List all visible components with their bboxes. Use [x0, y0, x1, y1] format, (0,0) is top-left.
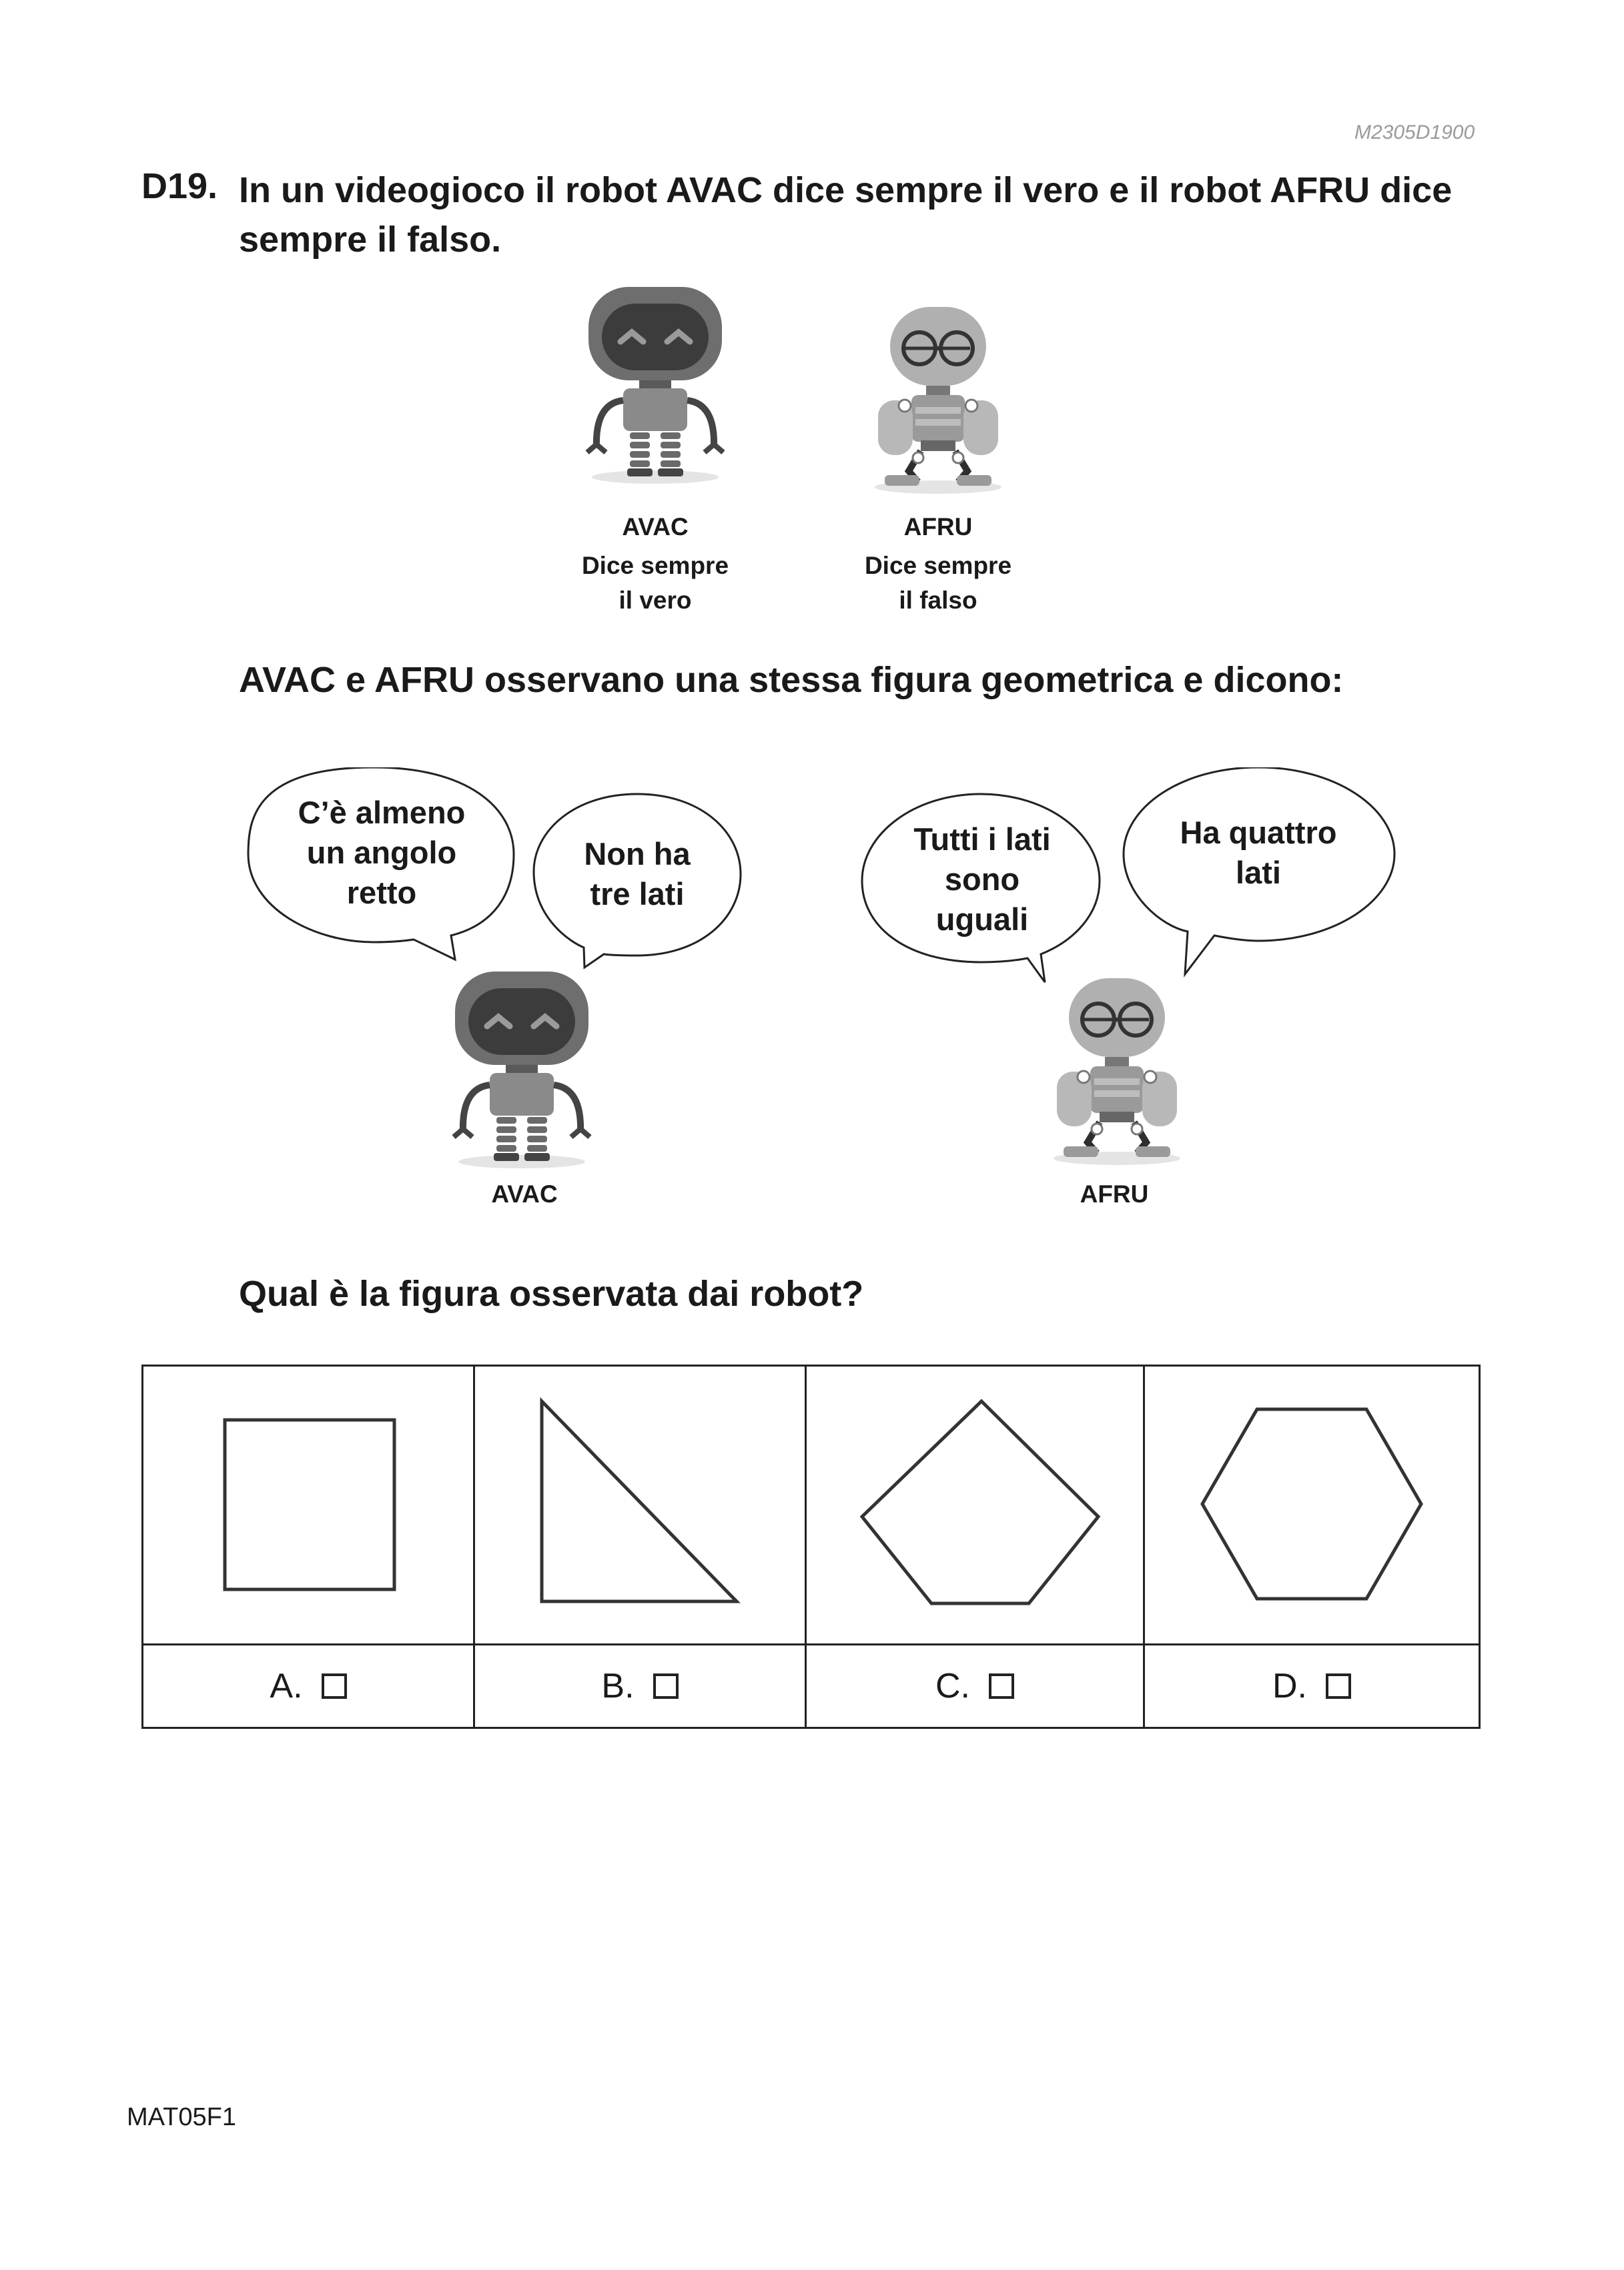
- avac-desc-line-2: il vero: [619, 587, 692, 614]
- option-d-letter: D.: [1272, 1667, 1307, 1706]
- footer-code: MAT05F1: [127, 2103, 237, 2131]
- afru-desc-line-2: il falso: [899, 587, 977, 614]
- option-a-shape-cell: [143, 1366, 474, 1645]
- avac-bubble-2-line-1: Non ha: [584, 836, 691, 871]
- afru-bubble-2-line-2: lati: [1236, 855, 1281, 890]
- question-text-line-2: sempre il falso.: [239, 220, 502, 260]
- avac-bubble-1-text: [262, 793, 502, 913]
- question-text-line-1: In un videogioco il robot AVAC dice sempre il vero e il robot AFRU dice: [239, 170, 1453, 210]
- afru-robot-speaking: [1044, 978, 1190, 1165]
- option-c-checkbox[interactable]: [989, 1673, 1014, 1699]
- avac-robot-speaking: [448, 972, 595, 1172]
- option-c-shape-cell: [806, 1366, 1144, 1645]
- afru-desc-line-1: Dice sempre: [864, 552, 1012, 579]
- afru-bubble-1-text: [875, 819, 1089, 939]
- avac-bubble-1-line-2: un angolo: [306, 835, 457, 870]
- question-text: [239, 165, 1453, 264]
- avac-label: AVAC: [491, 1180, 558, 1208]
- square-shape: [143, 1367, 473, 1640]
- option-c-label-cell: [806, 1645, 1144, 1728]
- avac-bubble-1-line-3: retto: [346, 875, 417, 910]
- question-prompt: Qual è la figura osservata dai robot?: [239, 1274, 864, 1314]
- afru-bubble-1-line-3: uguali: [935, 901, 1029, 937]
- avac-robot-illustration: [582, 287, 729, 487]
- option-b-checkbox[interactable]: [653, 1673, 679, 1699]
- question-number: D19.: [141, 166, 218, 206]
- observe-heading: AVAC e AFRU osservano una stessa figura geometrica e dicono:: [239, 660, 1344, 700]
- right-triangle-shape: [475, 1367, 805, 1640]
- option-b-label-cell: [474, 1645, 806, 1728]
- option-c-letter: C.: [935, 1667, 970, 1706]
- option-d-checkbox[interactable]: [1326, 1673, 1351, 1699]
- question-code: M2305D1900: [1354, 121, 1475, 143]
- avac-desc-line-1: Dice sempre: [581, 552, 729, 579]
- pentagon-shape: [807, 1367, 1143, 1640]
- option-b-shape-cell: [474, 1366, 806, 1645]
- afru-robot-illustration: [865, 307, 1011, 494]
- answer-options-table: [141, 1365, 1481, 1729]
- option-a-label-cell: [143, 1645, 474, 1728]
- shapes-row: [143, 1366, 1480, 1645]
- option-d-shape-cell: [1144, 1366, 1480, 1645]
- hexagon-shape: [1145, 1367, 1479, 1640]
- labels-row: [143, 1645, 1480, 1728]
- avac-bubble-2-text: [544, 834, 731, 914]
- afru-name-label: AFRU: [903, 513, 973, 540]
- afru-bubble-2-line-1: Ha quattro: [1180, 815, 1337, 850]
- option-d-label-cell: [1144, 1645, 1480, 1728]
- option-b-letter: B.: [601, 1667, 635, 1706]
- afru-bubble-2-text: [1134, 813, 1382, 893]
- avac-bubble-1-line-1: C’è almeno: [298, 795, 466, 830]
- option-a-checkbox[interactable]: [322, 1673, 347, 1699]
- afru-bubble-1-line-2: sono: [944, 861, 1020, 897]
- afru-label: AFRU: [1080, 1180, 1149, 1208]
- afru-description: [838, 548, 1038, 618]
- avac-bubble-2-line-2: tre lati: [590, 876, 685, 911]
- afru-bubble-1-line-1: Tutti i lati: [913, 821, 1051, 857]
- option-a-letter: A.: [270, 1667, 303, 1706]
- avac-name-label: AVAC: [622, 513, 689, 540]
- avac-description: [555, 548, 755, 618]
